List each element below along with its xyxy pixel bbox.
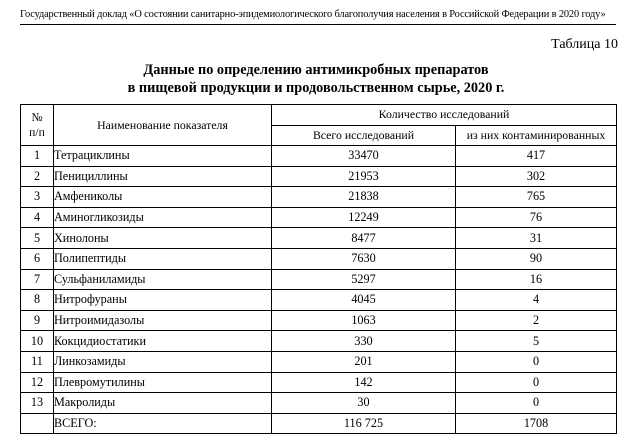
cell-row-number: 3 <box>21 187 54 208</box>
header-contaminated: из них контаминированных <box>456 125 617 146</box>
table-row <box>21 146 617 167</box>
cell-total-studies: 142 <box>272 372 456 393</box>
header-total-studies: Всего исследований <box>272 125 456 146</box>
cell-total-studies: 1063 <box>272 310 456 331</box>
cell-indicator-name: Хинолоны <box>54 228 272 249</box>
cell-contaminated: 0 <box>456 393 617 414</box>
cell-indicator-name: Тетрациклины <box>54 146 272 167</box>
cell-indicator-name: Плевромутилины <box>54 372 272 393</box>
cell-row-number: 9 <box>21 310 54 331</box>
table-row <box>21 166 617 187</box>
cell-row-number: 1 <box>21 146 54 167</box>
table-row <box>21 393 617 414</box>
cell-indicator-name: Сульфаниламиды <box>54 269 272 290</box>
cell-indicator-name: Полипептиды <box>54 248 272 269</box>
cell-row-number: 8 <box>21 290 54 311</box>
table-row <box>21 228 617 249</box>
cell-total-studies: 12249 <box>272 207 456 228</box>
cell-contaminated: 417 <box>456 146 617 167</box>
cell-contaminated: 0 <box>456 372 617 393</box>
table-row <box>21 187 617 208</box>
cell-contaminated: 302 <box>456 166 617 187</box>
table-row <box>21 310 617 331</box>
table-number: Таблица 10 <box>551 37 618 52</box>
header-indicator-name: Наименование показателя <box>54 105 272 146</box>
table-row <box>21 372 617 393</box>
cell-total-studies: 5297 <box>272 269 456 290</box>
table-title <box>0 61 632 97</box>
cell-total-studies: 330 <box>272 331 456 352</box>
cell-row-number: 4 <box>21 207 54 228</box>
cell-row-number: 11 <box>21 351 54 372</box>
cell-indicator-name: Линкозамиды <box>54 351 272 372</box>
table-row <box>21 248 617 269</box>
cell-indicator-name: Аминогликозиды <box>54 207 272 228</box>
cell-contaminated: 31 <box>456 228 617 249</box>
header-row-number-line-2: п/п <box>29 126 45 139</box>
cell-indicator-name: Пенициллины <box>54 166 272 187</box>
cell-row-number: 13 <box>21 393 54 414</box>
cell-contaminated: 765 <box>456 187 617 208</box>
table-row <box>21 351 617 372</box>
table-header-row <box>21 105 617 126</box>
table-title-line-2: в пищевой продукции и продовольственном сырье, 2020 г. <box>127 80 505 96</box>
cell-total-studies: 8477 <box>272 228 456 249</box>
cell-total-studies: 21953 <box>272 166 456 187</box>
header-row-number-line-1: № <box>31 111 43 124</box>
cell-indicator-name: Нитрофураны <box>54 290 272 311</box>
cell-row-number <box>21 413 54 434</box>
cell-total-studies: 30 <box>272 393 456 414</box>
cell-total-studies: 7630 <box>272 248 456 269</box>
table-row <box>21 290 617 311</box>
cell-contaminated: 1708 <box>456 413 617 434</box>
cell-indicator-name: ВСЕГО: <box>54 413 272 434</box>
cell-contaminated: 76 <box>456 207 617 228</box>
cell-row-number: 5 <box>21 228 54 249</box>
cell-row-number: 10 <box>21 331 54 352</box>
header-divider <box>20 24 616 25</box>
cell-indicator-name: Амфениколы <box>54 187 272 208</box>
cell-indicator-name: Кокцидиостатики <box>54 331 272 352</box>
cell-total-studies: 116 725 <box>272 413 456 434</box>
cell-row-number: 6 <box>21 248 54 269</box>
cell-total-studies: 21838 <box>272 187 456 208</box>
cell-indicator-name: Макролиды <box>54 393 272 414</box>
antimicrobial-data-table <box>20 104 617 434</box>
cell-row-number: 7 <box>21 269 54 290</box>
table-row <box>21 331 617 352</box>
cell-total-studies: 33470 <box>272 146 456 167</box>
cell-contaminated: 5 <box>456 331 617 352</box>
table-row <box>21 207 617 228</box>
cell-indicator-name: Нитроимидазолы <box>54 310 272 331</box>
cell-contaminated: 4 <box>456 290 617 311</box>
cell-contaminated: 90 <box>456 248 617 269</box>
table-row <box>21 269 617 290</box>
table-title-line-1: Данные по определению антимикробных препаратов <box>143 62 489 78</box>
cell-contaminated: 2 <box>456 310 617 331</box>
cell-total-studies: 4045 <box>272 290 456 311</box>
running-header: Государственный доклад «О состоянии санитарно-эпидемиологического благополучия населения в Российской Федерации в 2020 году» <box>20 9 606 20</box>
header-studies-count: Количество исследований <box>272 105 617 126</box>
cell-contaminated: 0 <box>456 351 617 372</box>
table-total-row <box>21 413 617 434</box>
cell-total-studies: 201 <box>272 351 456 372</box>
cell-row-number: 2 <box>21 166 54 187</box>
header-row-number <box>21 105 54 146</box>
table-body <box>21 146 617 434</box>
cell-row-number: 12 <box>21 372 54 393</box>
cell-contaminated: 16 <box>456 269 617 290</box>
